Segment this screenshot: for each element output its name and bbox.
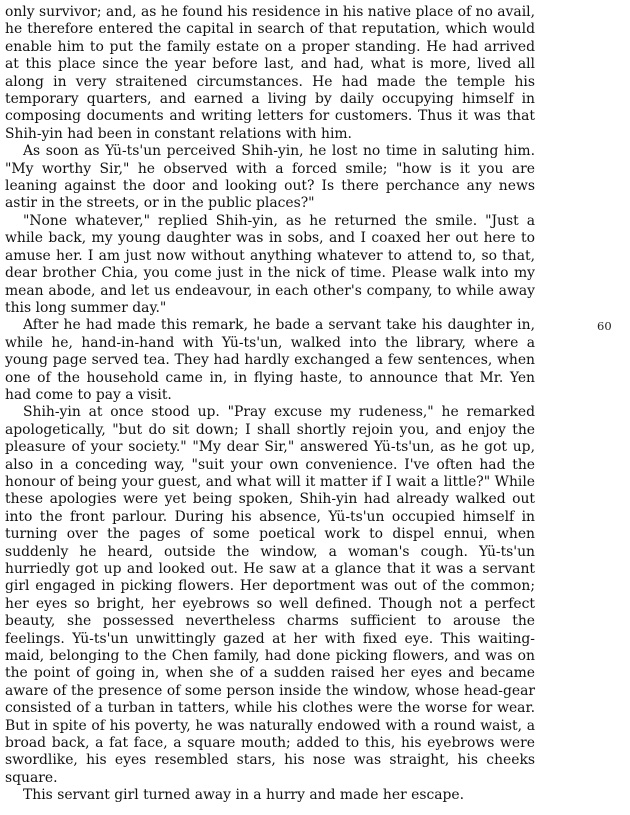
paragraph-6: This servant girl turned away in a hurry and made her escape. xyxy=(23,787,465,804)
paragraph-4: After he had made this remark, he bade a servant take his daughter in, while he, hand-in-hand with Yü-ts'un, walked into the library, where a young page served tea. They had hardly exchanged a few sentences, when one of the household came in, in flying haste, to announce that Mr. Yen had come to pay a visit. xyxy=(5,317,535,403)
paragraph-1: only survivor; and, as he found his residence in his native place of no avail, he therefore entered the capital in search of that reputation, which would enable him to put the family estate on a proper standing. He had arrived at this place since the year before last, and had, what is more, lived all along in very straitened circumstances. He had made the temple his temporary quarters, and earned a living by daily occupying himself in composing documents and writing letters for customers. Thus it was that Shih-yin had been in constant relations with him. xyxy=(5,4,535,142)
margin-line-number: 60 xyxy=(597,319,612,333)
paragraph-3: "None whatever," replied Shih-yin, as he returned the smile. "Just a while back, my young daughter was in sobs, and I coaxed her out here to amuse her. I am just now without anything whatever to attend to, so that, dear brother Chia, you come just in the nick of time. Please walk into my mean abode, and let us endeavour, in each other's company, to while away this long summer day." xyxy=(5,212,535,316)
paragraph-5: Shih-yin at once stood up. "Pray excuse my rudeness," he remarked apologetically, "but do sit down; I shall shortly rejoin you, and enjoy the pleasure of your society." "My dear Sir," answered Yü-ts'un, as he got up, also in a conceding way, "suit your own convenience. I've often had the honour of being your guest, and what will it matter if I wait a little?" While these apologies were yet being spoken, Shih-yin had already walked out into the front parlour. During his absence, Yü-ts'un occupied himself in turning over the pages of some poetical work to dispel ennui, when suddenly he heard, outside the window, a woman's cough. Yü-ts'un hurriedly got up and looked out. He saw at a glance that it was a servant girl engaged in picking flowers. Her deportment was out of the common; her eyes so bright, her eyebrows so well defined. Though not a perfect beauty, she possessed nevertheless charms sufficient to arouse the feelings. Yü-ts'un unwittingly gazed at her with fixed eye. This waiting-maid, belonging to the Chen family, had done picking flowers, and was on the point of going in, when she of a sudden raised her eyes and became aware of the presence of some person inside the window, whose head-gear consisted of a turban in tatters, while his clothes were the worse for wear. But in spite of his poverty, he was naturally endowed with a round waist, a broad back, a fat face, a square mouth; added to this, his eyebrows were swordlike, his eyes resembled stars, his nose was straight, his cheeks square. xyxy=(5,404,535,786)
paragraph-2: As soon as Yü-ts'un perceived Shih-yin, he lost no time in saluting him. "My worthy Sir," he observed with a forced smile; "how is it you are leaning against the door and looking out? Is there perchance any news astir in the streets, or in the public places?" xyxy=(5,143,535,212)
page-text xyxy=(5,4,535,805)
